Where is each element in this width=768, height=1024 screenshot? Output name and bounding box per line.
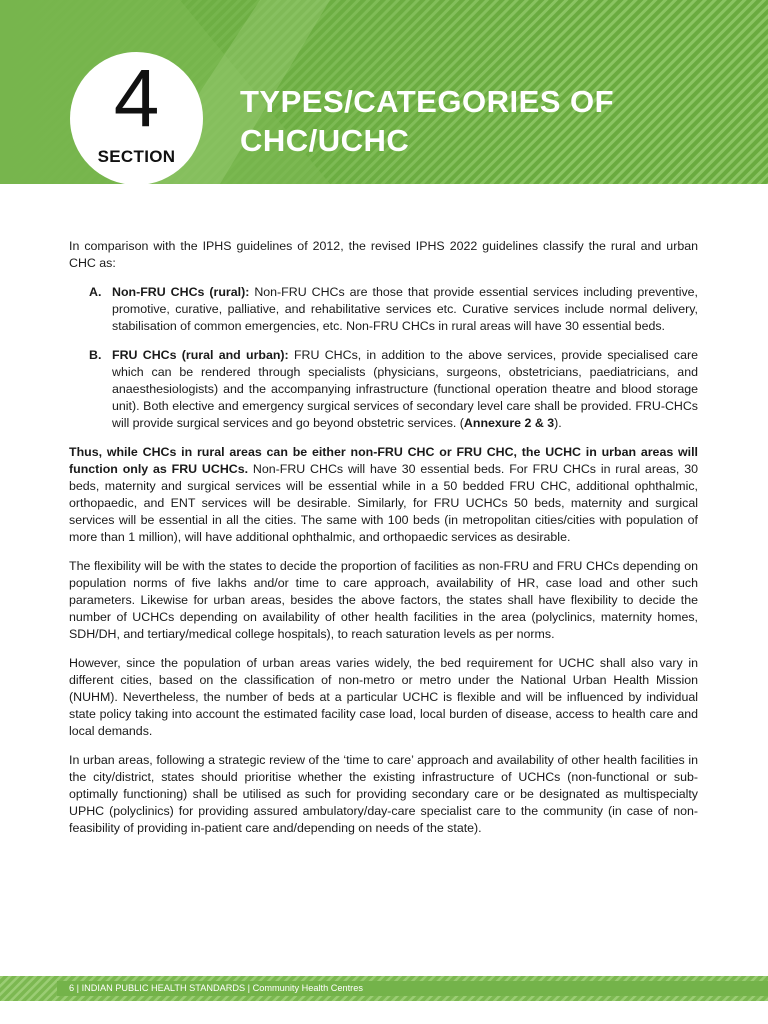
annexure-reference: Annexure 2 & 3: [463, 416, 555, 430]
paragraph-flexibility: The flexibility will be with the states to decide the proportion of facilities as non-FRU and FRU CHCs depending on population norms of five lakhs and/or time to care approach, availability of HR, case load and other such parameters. Likewise for urban areas, besides the above factors, the states shall have flexibility to decide the number of UCHCs depending on availability of other health facilities in the area (polyclinics, maternity homes, SDH/DH, and tertiary/medical college hospitals), to reach saturation levels as per norms.: [69, 559, 698, 641]
list-item: [69, 347, 698, 432]
list-item: [69, 284, 698, 335]
paragraph-urban-beds: However, since the population of urban areas varies widely, the bed requirement for UCHC shall also vary in different cities, based on the classification of non-metro or metro under the National Urban Health Mission (NUHM). Nevertheless, the number of beds at a particular UCHC is flexible and will be influenced by individual state policy taking into account the estimated facility case load, local burden of disease, access to health care and local demands.: [69, 656, 698, 738]
paragraph-urban-review: In urban areas, following a strategic review of the ‘time to care’ approach and availability of other health facilities in the city/district, states should prioritise whether the existing infrastructure of UCHCs (non-functional or sub-optimally functioning) shall be utilised as such for providing secondary care or be designated as multispecialty UPHC (polyclinics) for providing assured ambulatory/day-care specialist care to the community (in case of non-feasibility of providing in-patient care and/depending on needs of the state).: [69, 753, 698, 835]
body-content: [69, 238, 698, 849]
classification-list: [69, 284, 698, 432]
paragraph-beds-body: Non-FRU CHCs will have 30 essential beds. For FRU CHCs in rural areas, 30 beds, maternity and surgical services will be essential while in a 50 bedded FRU CHC, additional ophthalmic, orthopaedic, and ENT services will be desirable. Similarly, for FRU UCHCs 50 beds, maternity and surgical services will be essential in all the cities. The same with 100 beds (in metropolitan cities/cities with population of more than 1 million), will have additional ophthalmic, and orthopaedic services as desirable.: [69, 462, 698, 544]
list-item-heading: Non-FRU CHCs (rural):: [112, 285, 250, 299]
paragraph-beds: [69, 444, 698, 546]
section-label: SECTION: [97, 147, 176, 166]
list-marker: A.: [89, 285, 102, 299]
list-item-text: Non-FRU CHCs are those that provide essential services including preventive, promotive, curative, palliative, and rehabilitative services etc. Curative services include normal delivery, stabilisation of common emergencies, etc. Non-FRU CHCs in rural areas will have 30 essential beds.: [112, 285, 698, 333]
paragraph-beds-lead: Thus, while CHCs in rural areas can be either non-FRU CHC or FRU CHC, the UCHC in urban areas will function only as FRU UCHCs.: [69, 445, 698, 476]
list-item-text: FRU CHCs, in addition to the above services, provide specialised care which can be rendered through specialists (physicians, surgeons, obstetricians, paediatricians, and anaesthesiologists) and the accompanying infrastructure (functional operation theatre and blood storage unit). Both elective and emergency surgical services of secondary level care shall be provided. FRU-CHCs will provide surgical services and go beyond obstetric services. (: [112, 348, 699, 430]
page-title: TYPES/CATEGORIES OF CHC/UCHC: [240, 84, 615, 158]
intro-paragraph: In comparison with the IPHS guidelines of 2012, the revised IPHS 2022 guidelines classify the rural and urban CHC as:: [69, 239, 698, 270]
section-number: 4: [113, 53, 160, 144]
section-banner: [0, 0, 768, 184]
list-marker: B.: [89, 348, 102, 362]
list-item-tail: ).: [554, 416, 562, 430]
page-footer: 6 | INDIAN PUBLIC HEALTH STANDARDS | Community Health Centres: [69, 983, 363, 993]
section-badge: [70, 52, 203, 184]
list-item-heading: FRU CHCs (rural and urban):: [112, 348, 289, 362]
